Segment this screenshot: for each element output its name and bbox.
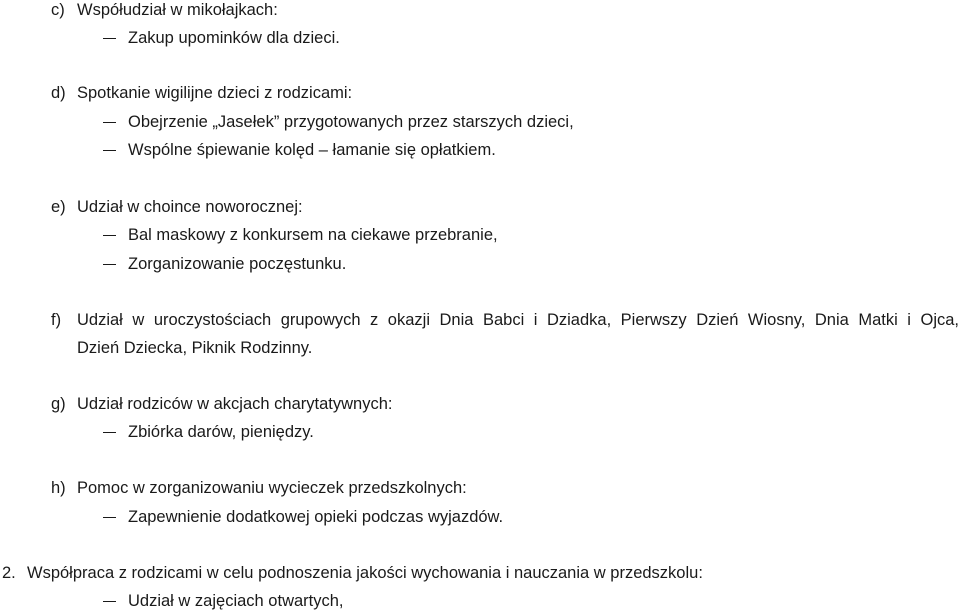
dash-bullet-icon: [103, 38, 116, 39]
list-marker: g): [51, 395, 66, 413]
bullet-text: Zbiórka darów, pieniędzy.: [128, 423, 314, 441]
dash-bullet-icon: [103, 150, 116, 151]
dash-bullet-icon: [103, 235, 116, 236]
section-title: Współpraca z rodzicami w celu podnoszenia jakości wychowania i nauczania w przedszkolu:: [27, 564, 703, 582]
bullet-text: Zakup upominków dla dzieci.: [128, 29, 340, 47]
list-item-title: Współudział w mikołajkach:: [77, 1, 278, 19]
list-marker: d): [51, 84, 66, 102]
bullet-text: Obejrzenie „Jasełek” przygotowanych przez starszych dzieci,: [128, 113, 574, 131]
bullet-text: Bal maskowy z konkursem na ciekawe przebranie,: [128, 226, 498, 244]
list-marker: f): [51, 311, 62, 329]
dash-bullet-icon: [103, 517, 116, 518]
bullet-text: Wspólne śpiewanie kolęd – łamanie się opłatkiem.: [128, 141, 496, 159]
list-item-title: Udział rodziców w akcjach charytatywnych:: [77, 395, 393, 413]
bullet-text: Zorganizowanie poczęstunku.: [128, 255, 347, 273]
dash-bullet-icon: [103, 122, 116, 123]
list-item-title-line2: Dzień Dziecka, Piknik Rodzinny.: [77, 339, 313, 357]
list-item-title: Spotkanie wigilijne dzieci z rodzicami:: [77, 84, 353, 102]
list-marker: h): [51, 479, 66, 497]
bullet-text: Zapewnienie dodatkowej opieki podczas wyjazdów.: [128, 508, 504, 526]
list-marker: e): [51, 198, 66, 216]
dash-bullet-icon: [103, 601, 116, 602]
list-item-title: Udział w choince noworocznej:: [77, 198, 303, 216]
list-item-title-line1: Udział w uroczystościach grupowych z okazji Dnia Babci i Dziadka, Pierwszy Dzień Wiosny, Dnia Matki i Ojca,: [77, 311, 959, 329]
list-item-title: Pomoc w zorganizowaniu wycieczek przedszkolnych:: [77, 479, 467, 497]
list-marker: c): [51, 1, 65, 19]
bullet-text: Udział w zajęciach otwartych,: [128, 592, 344, 610]
dash-bullet-icon: [103, 264, 116, 265]
section-number: 2.: [2, 564, 16, 582]
dash-bullet-icon: [103, 432, 116, 433]
